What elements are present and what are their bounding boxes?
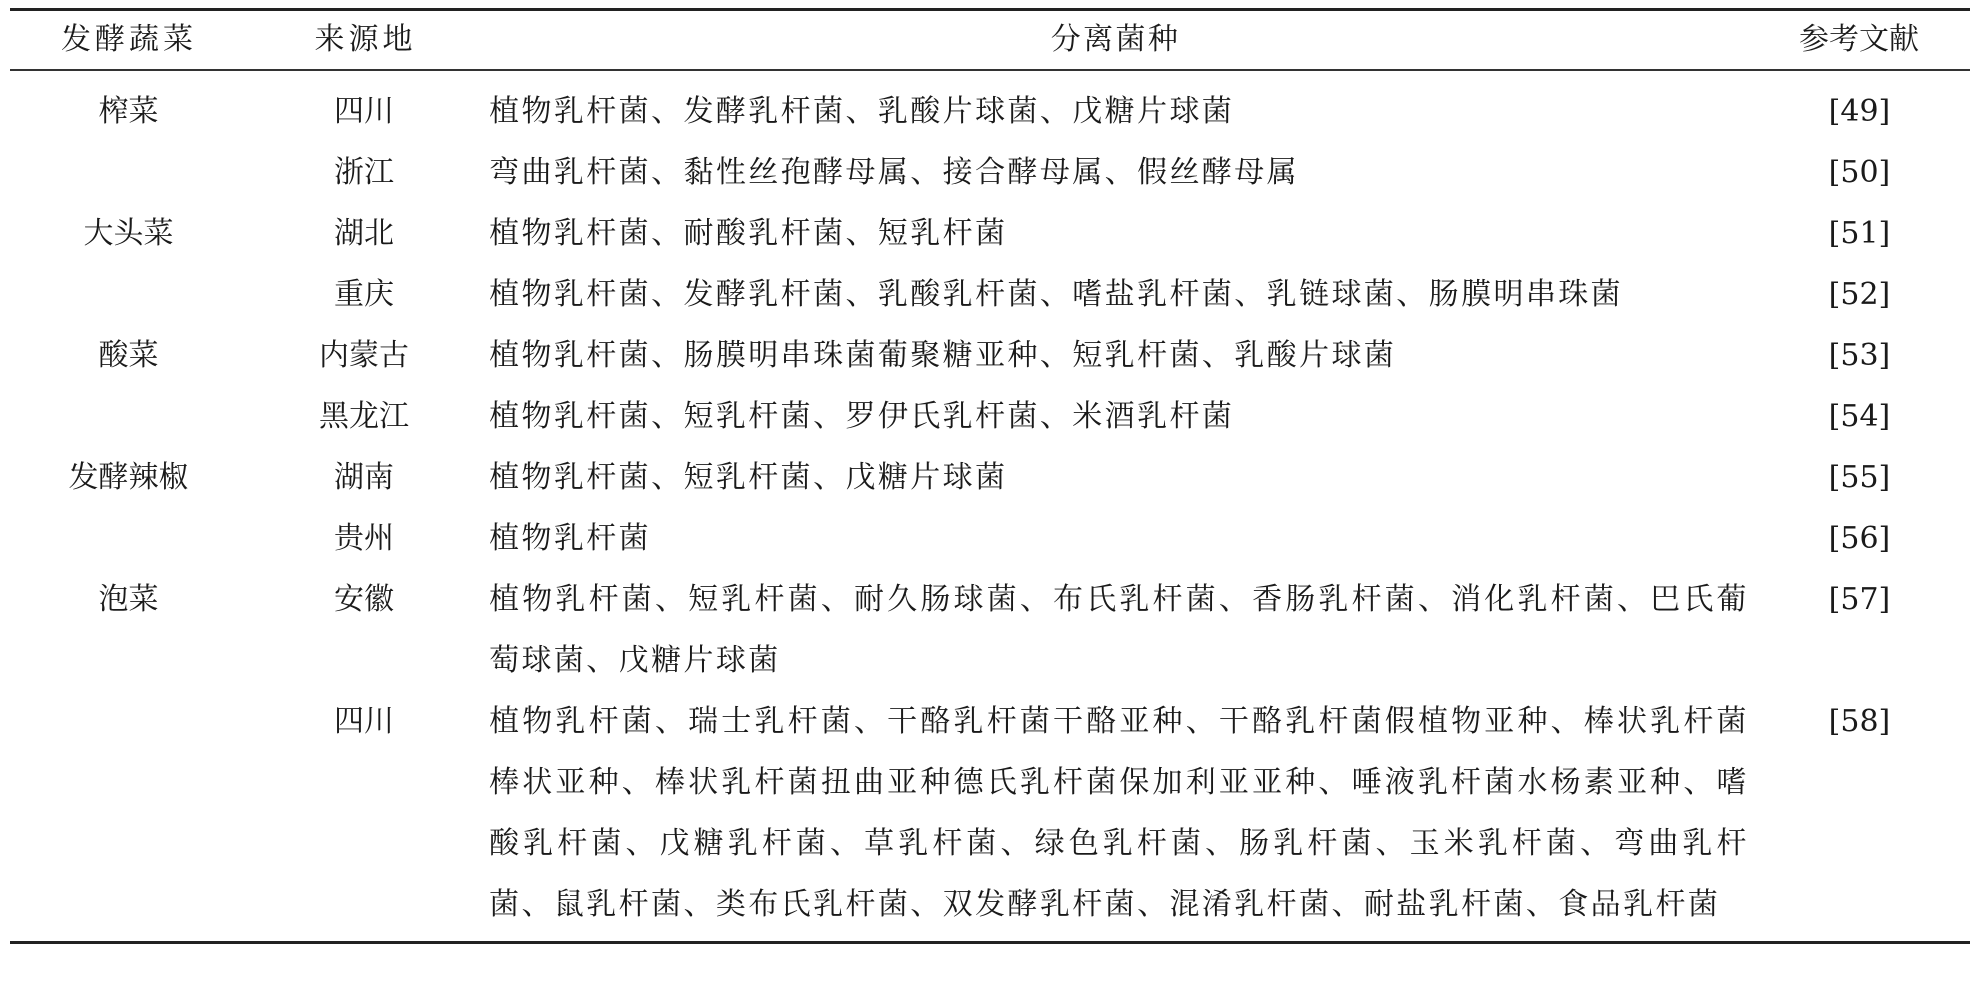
cell-origin: 贵州 — [334, 520, 395, 556]
cell-origin: 内蒙古 — [319, 337, 410, 373]
cell-strains: 植物乳杆菌、耐酸乳杆菌、短乳杆菌 — [489, 215, 1008, 251]
cell-strains: 植物乳杆菌、瑞士乳杆菌、干酪乳杆菌干酪亚种、干酪乳杆菌假植物亚种、棒状乳杆菌棒状亚种、棒状乳杆菌扭曲亚种德氏乳杆菌保加利亚亚种、唾液乳杆菌水杨素亚种、嗜酸乳杆菌、戊糖乳杆菌、草乳杆菌、绿色乳杆菌、肠乳杆菌、玉米乳杆菌、弯曲乳杆菌、鼠乳杆菌、类布氏乳杆菌、双发酵乳杆菌、混淆乳杆菌、耐盐乳杆菌、食品乳杆菌 — [489, 703, 1749, 922]
header-reference: 参考文献 — [1799, 22, 1919, 57]
cell-strains: 植物乳杆菌、短乳杆菌、罗伊氏乳杆菌、米酒乳杆菌 — [489, 398, 1235, 434]
cell-origin: 四川 — [334, 93, 395, 129]
cell-reference: [57] — [1828, 581, 1891, 617]
table-row — [10, 447, 1970, 508]
header-strains: 分离菌种 — [1050, 22, 1181, 57]
table-body — [10, 71, 1970, 935]
table-row — [10, 142, 1970, 203]
cell-vegetable: 榨菜 — [98, 93, 159, 129]
cell-reference: [56] — [1828, 520, 1891, 556]
table-row — [10, 264, 1970, 325]
table-row — [10, 691, 1970, 935]
cell-reference: [54] — [1828, 398, 1891, 434]
cell-strains: 植物乳杆菌、肠膜明串珠菌葡聚糖亚种、短乳杆菌、乳酸片球菌 — [489, 337, 1397, 373]
cell-reference: [58] — [1828, 703, 1891, 739]
cell-origin: 安徽 — [334, 581, 395, 617]
table-row — [10, 325, 1970, 386]
cell-reference: [53] — [1828, 337, 1891, 373]
cell-strains: 植物乳杆菌、短乳杆菌、戊糖片球菌 — [489, 459, 1008, 495]
cell-reference: [55] — [1828, 459, 1891, 495]
cell-reference: [49] — [1828, 93, 1891, 129]
cell-reference: [52] — [1828, 276, 1891, 312]
table-row — [10, 386, 1970, 447]
cell-origin: 湖南 — [334, 459, 395, 495]
cell-origin: 湖北 — [334, 215, 395, 251]
header-origin: 来源地 — [314, 22, 417, 57]
cell-reference: [51] — [1828, 215, 1891, 251]
cell-strains: 弯曲乳杆菌、黏性丝孢酵母属、接合酵母属、假丝酵母属 — [489, 154, 1300, 190]
cell-strains: 植物乳杆菌、发酵乳杆菌、乳酸片球菌、戊糖片球菌 — [489, 93, 1235, 129]
cell-vegetable: 酸菜 — [98, 337, 159, 373]
cell-strains: 植物乳杆菌 — [489, 520, 652, 556]
table-bottom-rule — [10, 941, 1970, 944]
cell-strains: 植物乳杆菌、短乳杆菌、耐久肠球菌、布氏乳杆菌、香肠乳杆菌、消化乳杆菌、巴氏葡萄球菌、戊糖片球菌 — [489, 581, 1749, 678]
table-row — [10, 569, 1970, 691]
cell-origin: 重庆 — [334, 276, 395, 312]
cell-origin: 黑龙江 — [319, 398, 410, 434]
cell-vegetable: 大头菜 — [83, 215, 174, 251]
cell-origin: 浙江 — [334, 154, 395, 190]
cell-origin: 四川 — [334, 703, 395, 739]
table-row — [10, 508, 1970, 569]
table-row — [10, 81, 1970, 142]
cell-reference: [50] — [1828, 154, 1891, 190]
table-header-row — [10, 11, 1970, 69]
cell-vegetable: 泡菜 — [98, 581, 159, 617]
cell-vegetable: 发酵辣椒 — [68, 459, 189, 495]
fermented-vegetable-table — [10, 8, 1970, 944]
table-row — [10, 203, 1970, 264]
cell-strains: 植物乳杆菌、发酵乳杆菌、乳酸乳杆菌、嗜盐乳杆菌、乳链球菌、肠膜明串珠菌 — [489, 276, 1624, 312]
header-vegetable: 发酵蔬菜 — [61, 22, 197, 57]
